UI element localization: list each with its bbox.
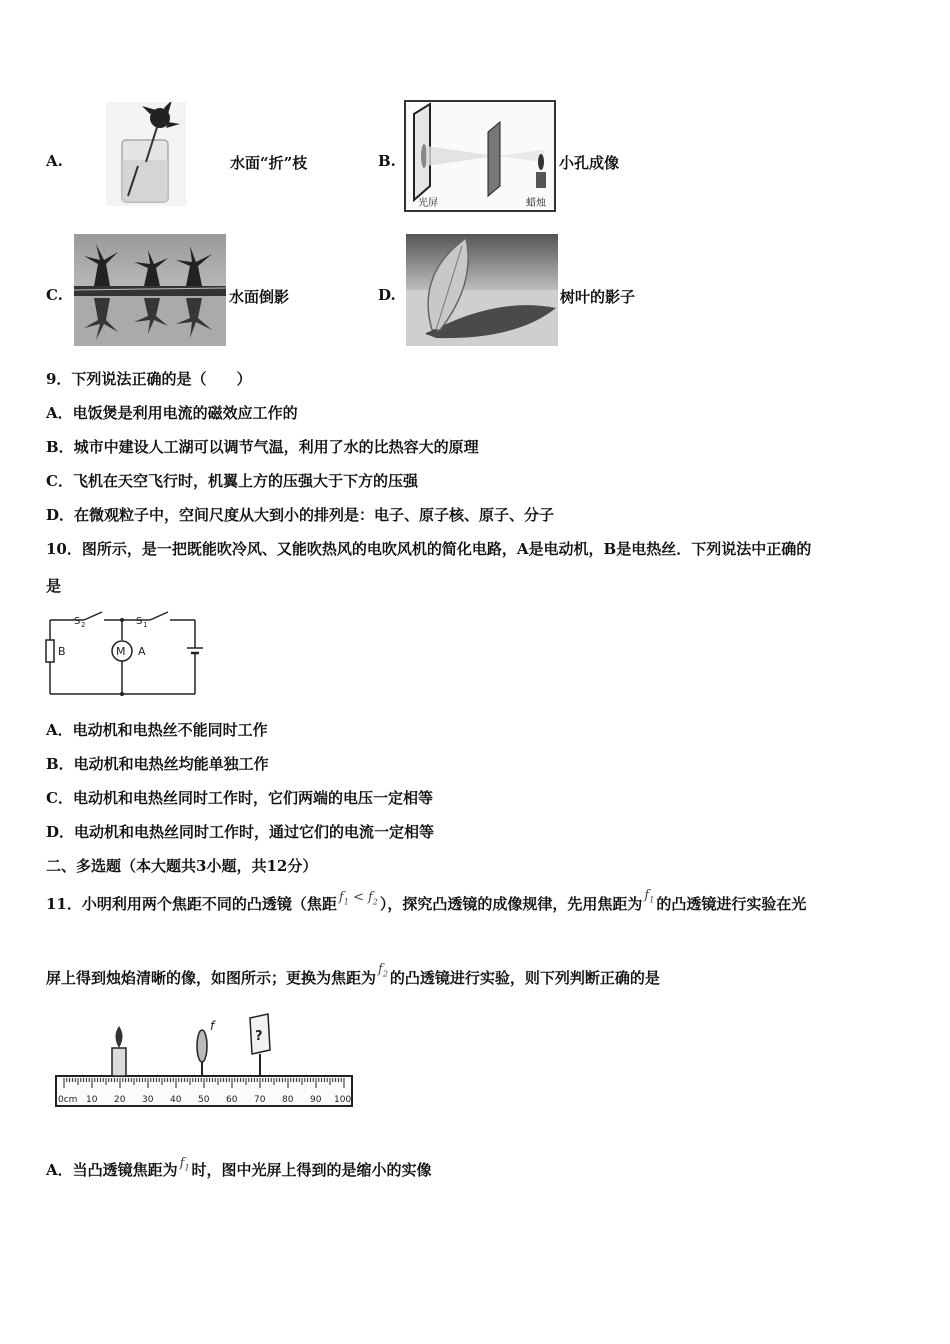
q11-line2: 屏上得到烛焰清晰的像，如图所示；更换为焦距为 $f_2$ 的凸透镜进行实验，则下列判断正确的是: [46, 962, 660, 987]
ruler-tick-label: 60: [226, 1095, 238, 1105]
q10-option-d: D．电动机和电热丝同时工作时，通过它们的电流一定相等: [46, 823, 435, 841]
q11-option-a: A．当凸透镜焦距为 $f_1$ 时，图中光屏上得到的是缩小的实像: [46, 1156, 432, 1179]
option-b-caption: 小孔成像: [559, 154, 620, 172]
ruler-tick-label: 70: [254, 1095, 266, 1105]
water-bent-branch-figure: [106, 102, 186, 206]
switch-s2-sub: 2: [81, 621, 86, 629]
heater-b-label: B: [58, 645, 66, 658]
ruler-tick-label: 90: [310, 1095, 322, 1105]
circuit-diagram: [40, 606, 210, 702]
screen-label: 光屏: [418, 198, 438, 209]
pinhole-camera-figure: [404, 100, 556, 212]
option-c-caption: 水面倒影: [229, 288, 290, 306]
leaf-shadow-figure: [406, 234, 558, 346]
option-d-caption: 树叶的影子: [560, 288, 636, 306]
q10-option-c: C．电动机和电热丝同时工作时，它们两端的电压一定相等: [46, 789, 433, 807]
optical-bench-figure: [52, 1010, 356, 1110]
ruler-tick-label: 80: [282, 1095, 294, 1105]
motor-a-label: A: [138, 645, 146, 658]
q9-option-d: D．在微观粒子中，空间尺度从大到小的排列是：电子、原子核、原子、分子: [46, 506, 555, 524]
switch-s1-label: S: [136, 616, 143, 627]
option-letter-b: B.: [378, 152, 396, 170]
q9-option-a: A．电饭煲是利用电流的磁效应工作的: [46, 404, 298, 422]
section-heading-multi-choice: 二、多选题（本大题共3小题，共12分）: [46, 857, 318, 875]
ruler-tick-label: 50: [198, 1095, 210, 1105]
option-a-caption: 水面“折”枝: [230, 154, 308, 172]
q11-line1: 11．小明利用两个焦距不同的凸透镜（焦距 $f_1 < f_2$ ），探究凸透镜的成像规律，先用焦距为 $f_1$ 的凸透镜进行实验在光: [46, 888, 807, 913]
screen-question-mark: ?: [255, 1029, 263, 1044]
switch-s2-label: S: [74, 616, 81, 627]
q9-stem: 9．下列说法正确的是（ ）: [46, 370, 252, 388]
q10-stem-line1: 10．图所示，是一把既能吹冷风、又能吹热风的电吹风机的简化电路，A是电动机，B是电热丝．下列说法中正确的: [46, 540, 812, 558]
option-letter-c: C.: [46, 286, 63, 304]
option-letter-a: A.: [46, 152, 63, 170]
q9-option-c: C．飞机在天空飞行时，机翼上方的压强大于下方的压强: [46, 472, 418, 490]
q10-option-a: A．电动机和电热丝不能同时工作: [46, 721, 268, 739]
motor-m-label: M: [116, 645, 126, 658]
candle-label: 蜡烛: [526, 198, 546, 209]
option-letter-d: D.: [378, 286, 396, 304]
ruler-tick-label: 30: [142, 1095, 154, 1105]
ruler-zero-label: 0cm: [58, 1095, 78, 1105]
ruler-tick-label: 10: [86, 1095, 98, 1105]
q10-option-b: B．电动机和电热丝均能单独工作: [46, 755, 269, 773]
q10-stem-line2: 是: [46, 577, 62, 595]
water-reflection-figure: [74, 234, 226, 346]
q9-option-b: B．城市中建设人工湖可以调节气温，利用了水的比热容大的原理: [46, 438, 479, 456]
ruler-tick-label: 40: [170, 1095, 182, 1105]
ruler-tick-label: 100: [334, 1095, 352, 1105]
switch-s1-sub: 1: [143, 621, 148, 629]
lens-focal-label: f: [210, 1019, 215, 1033]
ruler-tick-label: 20: [114, 1095, 126, 1105]
